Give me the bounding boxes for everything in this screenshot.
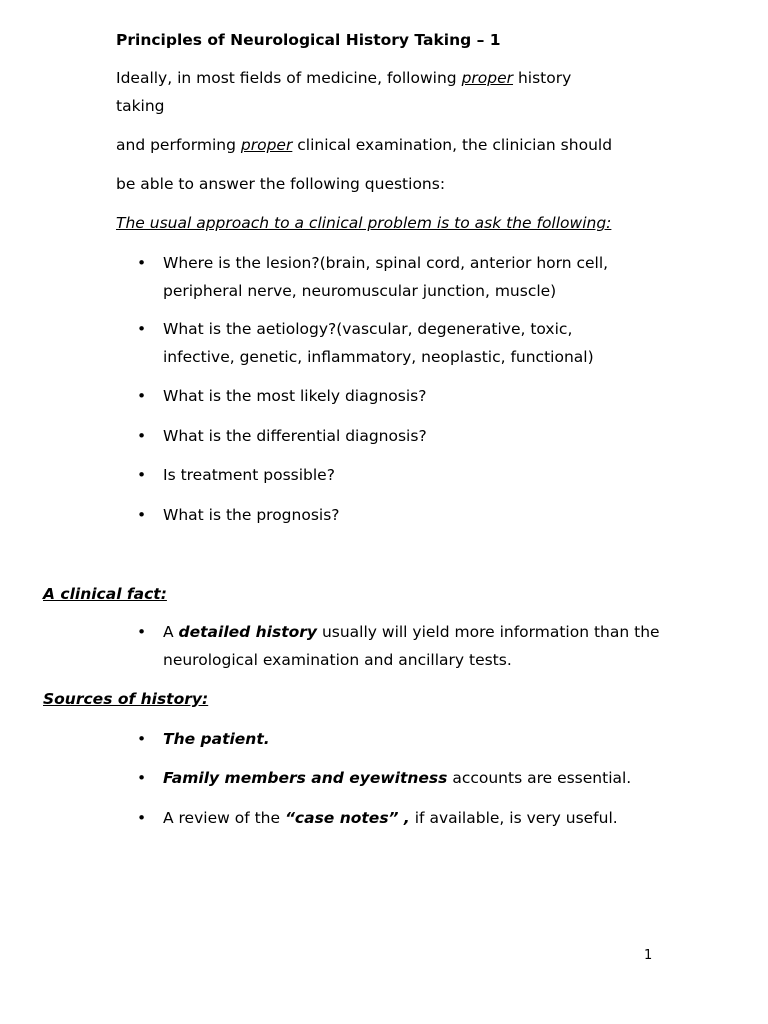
fact-text: usually will yield more information than the (317, 623, 660, 641)
bullet-icon: • (137, 466, 147, 484)
intro-text: Ideally, in most fields of medicine, following (116, 69, 462, 87)
bullet-icon: • (137, 254, 147, 272)
emphasis-proper: proper (461, 69, 514, 87)
bullet-icon: • (137, 730, 147, 748)
document-title: Principles of Neurological History Taking – 1 (116, 31, 501, 49)
list-item-text: Is treatment possible? (163, 466, 335, 484)
list-item-text: What is the most likely diagnosis? (163, 387, 427, 405)
bullet-icon: • (137, 769, 147, 787)
source-text: A review of the (163, 809, 285, 827)
list-item-text: What is the prognosis? (163, 506, 340, 524)
fact-emphasis: detailed history (178, 623, 318, 641)
list-item-text (163, 622, 660, 642)
source-text: accounts are essential. (447, 769, 632, 787)
intro-line-3 (116, 135, 612, 155)
list-item-text: neurological examination and ancillary tests. (163, 651, 512, 669)
bullet-icon: • (137, 623, 147, 641)
bullet-icon: • (137, 809, 147, 827)
source-emphasis: “case notes” , (284, 809, 410, 827)
list-item-text: The patient. (163, 730, 270, 748)
intro-text: clinical examination, the clinician should (292, 136, 613, 154)
list-item-text (163, 768, 631, 788)
list-item-text: Where is the lesion?(brain, spinal cord, anterior horn cell, (163, 254, 609, 272)
emphasis-proper: proper (240, 136, 293, 154)
intro-line-1 (116, 68, 571, 88)
list-item-text (163, 808, 618, 828)
bullet-icon: • (137, 506, 147, 524)
bullet-icon: • (137, 387, 147, 405)
page-number: 1 (644, 948, 653, 963)
intro-text: history (513, 69, 572, 87)
source-emphasis: Family members and eyewitness (163, 769, 448, 787)
fact-text: A (163, 623, 179, 641)
intro-line-4: be able to answer the following questions: (116, 175, 446, 193)
bullet-icon: • (137, 427, 147, 445)
intro-text: and performing (116, 136, 241, 154)
clinical-fact-heading: A clinical fact: (43, 585, 167, 603)
bullet-icon: • (137, 320, 147, 338)
approach-heading: The usual approach to a clinical problem is to ask the following: (116, 214, 612, 232)
intro-line-2: taking (116, 97, 165, 115)
list-item-text: What is the aetiology?(vascular, degenerative, toxic, (163, 320, 573, 338)
source-text: if available, is very useful. (409, 809, 618, 827)
list-item-text: peripheral nerve, neuromuscular junction, muscle) (163, 282, 557, 300)
list-item-text: infective, genetic, inflammatory, neoplastic, functional) (163, 348, 594, 366)
sources-heading: Sources of history: (43, 690, 209, 708)
list-item-text: What is the differential diagnosis? (163, 427, 427, 445)
